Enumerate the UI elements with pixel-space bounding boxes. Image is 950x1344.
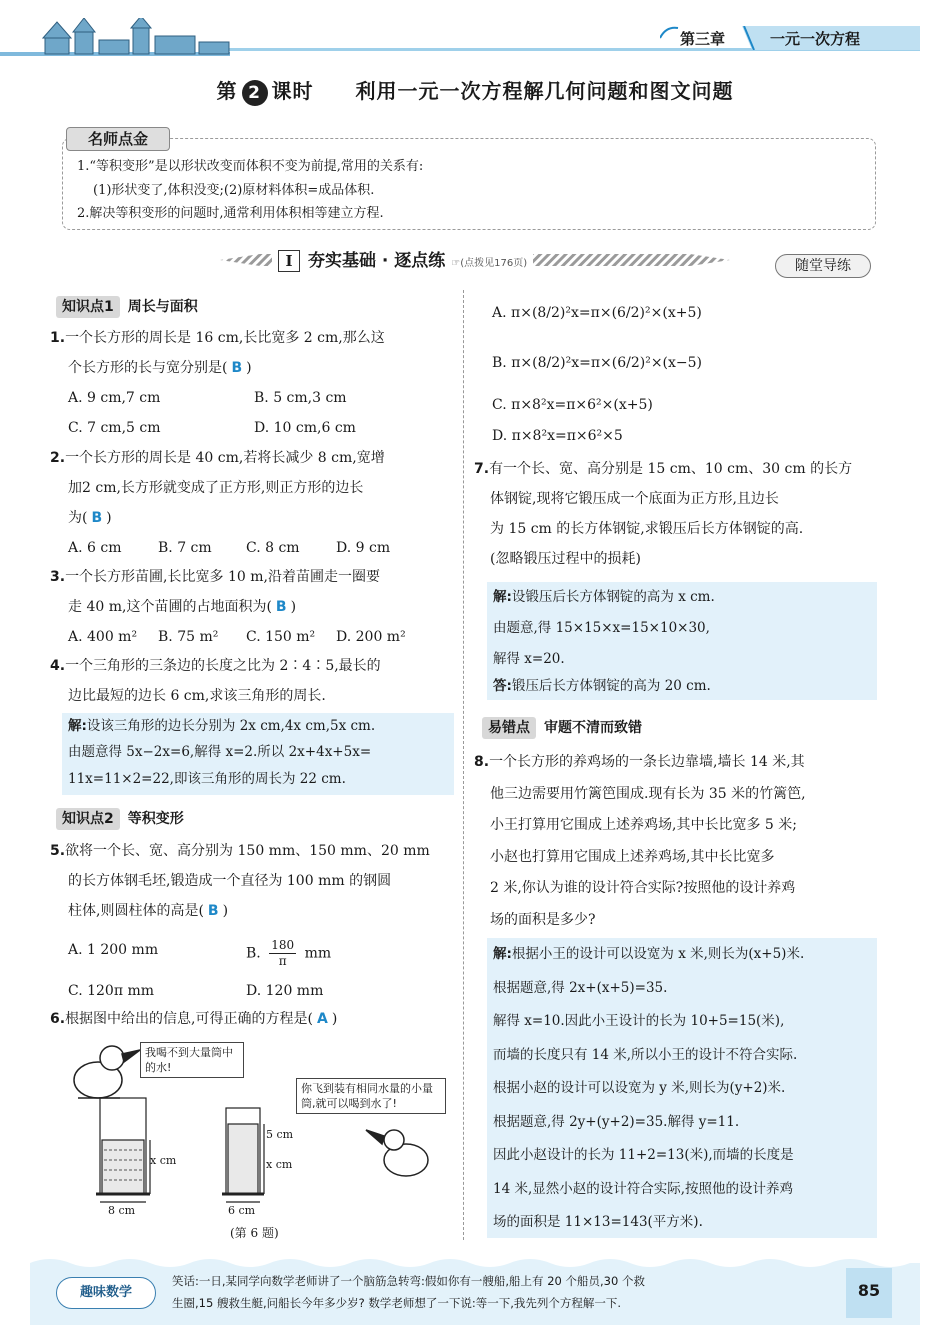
chapter-title: 一元一次方程 bbox=[770, 30, 861, 48]
tips-badge: 名师点金 bbox=[66, 127, 170, 151]
section-roman: I bbox=[278, 250, 300, 272]
kp-tag: 知识点2 bbox=[56, 808, 120, 830]
solution-label: 解: bbox=[68, 718, 87, 734]
joke-text bbox=[172, 1270, 840, 1314]
option: A. 400 m² bbox=[68, 629, 138, 645]
section-title: 夯实基础 · 逐点练 bbox=[308, 251, 446, 271]
solution-line: 因此小赵设计的长为 11+2=13(米),而墙的长度是 bbox=[493, 1147, 794, 1163]
question-1 bbox=[50, 323, 460, 383]
cylinder-drawing bbox=[60, 1040, 460, 1210]
question-text: ) bbox=[222, 903, 229, 919]
knowledge-point-2 bbox=[56, 808, 184, 830]
kp-title: 等积变形 bbox=[127, 811, 184, 827]
solution-line: 根据题意,得 2y+(y+2)=35.解得 y=11. bbox=[493, 1113, 740, 1130]
question-text: 一个长方形的周长是 16 cm,长比宽多 2 cm,那么这 bbox=[65, 330, 385, 346]
lesson-prefix: 第 bbox=[216, 79, 238, 103]
question-text: 个长方形的长与宽分别是( bbox=[68, 360, 228, 376]
option: A. 1 200 mm bbox=[68, 942, 159, 958]
dim-label: 6 cm bbox=[228, 1204, 256, 1217]
question-text: 边比最短的边长 6 cm,求该三角形的周长. bbox=[68, 688, 326, 704]
question-text: 有一个长、宽、高分别是 15 cm、10 cm、30 cm 的长方 bbox=[489, 461, 853, 477]
option: B. 5 cm,3 cm bbox=[254, 390, 347, 406]
figure-caption: (第 6 题) bbox=[230, 1226, 279, 1240]
tips-box bbox=[62, 138, 876, 230]
question-3 bbox=[50, 562, 460, 622]
lesson-number: 2 bbox=[242, 80, 268, 106]
question-text: 为( bbox=[68, 510, 88, 526]
question-text: 一个三角形的三条边的长度之比为 2∶4∶5,最长的 bbox=[65, 658, 381, 674]
option: D. π×8²x=π×6²×5 bbox=[492, 428, 623, 444]
option: D. 9 cm bbox=[336, 540, 391, 556]
question-text: 体钢锭,现将它锻压成一个底面为正方形,且边长 bbox=[490, 491, 779, 507]
answer-choice: B bbox=[91, 510, 103, 526]
speech-bubble: 你飞到装有相同水量的小量筒,就可以喝到水了! bbox=[296, 1078, 446, 1114]
option: B. 75 m² bbox=[158, 629, 219, 645]
tip-line: (1)形状变了,体积没变;(2)原材料体积=成品体积. bbox=[93, 183, 375, 198]
option: C. 7 cm,5 cm bbox=[68, 420, 161, 436]
option-unit: mm bbox=[304, 945, 332, 962]
crow-icon bbox=[366, 1130, 428, 1176]
question-number: 3. bbox=[50, 569, 66, 585]
fun-math-badge: 趣味数学 bbox=[56, 1277, 156, 1309]
lesson-title-text: 利用一元一次方程解几何问题和图文问题 bbox=[355, 79, 734, 103]
option: A. 9 cm,7 cm bbox=[68, 390, 161, 406]
question-number: 1. bbox=[50, 330, 66, 346]
section-ref: ☞(点拨见176页) bbox=[451, 258, 528, 269]
option: C. 150 m² bbox=[246, 629, 316, 645]
question-text: ) bbox=[290, 599, 297, 615]
speech-bubble: 我喝不到大量筒中的水! bbox=[140, 1042, 244, 1078]
solution-line: 而墙的长度只有 14 米,所以小王的设计不符合实际. bbox=[493, 1046, 798, 1063]
kp-title: 周长与面积 bbox=[127, 299, 198, 315]
solution-line: 由题意,得 15×15×x=15×10×30, bbox=[493, 620, 710, 636]
option: A. 6 cm bbox=[68, 540, 122, 556]
solution-4 bbox=[62, 713, 454, 795]
option-b bbox=[246, 938, 331, 969]
answer-choice: A bbox=[316, 1011, 328, 1027]
error-prone-point bbox=[482, 717, 642, 739]
castle-illustration bbox=[35, 18, 235, 56]
question-number: 8. bbox=[474, 754, 490, 770]
page-header bbox=[0, 0, 950, 70]
question-text: ) bbox=[331, 1011, 338, 1027]
dim-label: x cm bbox=[150, 1154, 177, 1167]
question-number: 4. bbox=[50, 658, 66, 674]
question-text: 走 40 m,这个苗圃的占地面积为( bbox=[68, 599, 272, 615]
question-text: 一个长方形的养鸡场的一条长边靠墙,墙长 14 米,其 bbox=[489, 754, 805, 770]
option: C. π×8²x=π×6²×(x+5) bbox=[492, 397, 653, 413]
solution-label: 解: bbox=[493, 946, 512, 962]
question-text: 根据图中给出的信息,可得正确的方程是( bbox=[65, 1011, 313, 1027]
fraction bbox=[269, 938, 296, 969]
solution-line: 场的面积是 11×13=143(平方米). bbox=[493, 1214, 703, 1230]
option: B. π×(8/2)²x=π×(6/2)²×(x−5) bbox=[492, 355, 702, 371]
fraction-den: π bbox=[278, 954, 287, 968]
solution-line: 解得 x=10.因此小王设计的长为 10+5=15(米), bbox=[493, 1013, 785, 1029]
question-text: 欲将一个长、宽、高分别为 150 mm、150 mm、20 mm bbox=[65, 843, 430, 859]
answer-choice: B bbox=[231, 360, 243, 376]
solution-line: 设锻压后长方体钢锭的高为 x cm. bbox=[511, 589, 715, 605]
dim-label: x cm bbox=[266, 1158, 293, 1171]
kp-title: 审题不清而致错 bbox=[544, 720, 642, 736]
lesson-title bbox=[0, 75, 950, 106]
column-divider bbox=[463, 290, 464, 1240]
answer-choice: B bbox=[207, 903, 219, 919]
dim-label: 8 cm bbox=[108, 1204, 136, 1217]
question-text: ) bbox=[106, 510, 112, 526]
question-5 bbox=[50, 836, 460, 926]
option: D. 10 cm,6 cm bbox=[254, 420, 356, 436]
solution-line: 根据小赵的设计可以设宽为 y 米,则长为(y+2)米. bbox=[493, 1080, 786, 1096]
question-text: 的长方体钢毛坯,锻造成一个直径为 100 mm 的钢圆 bbox=[68, 873, 392, 889]
question-number: 7. bbox=[474, 461, 490, 477]
solution-line: 11x=11×2=22,即该三角形的周长为 22 cm. bbox=[68, 771, 346, 787]
solution-line: 由题意得 5x−2x=6,解得 x=2.所以 2x+4x+5x= bbox=[68, 744, 372, 760]
question-text: 一个长方形苗圃,长比宽多 10 m,沿着苗圃走一圈要 bbox=[65, 569, 380, 585]
question-text: 2 米,你认为谁的设计符合实际?按照他的设计养鸡 bbox=[490, 880, 796, 896]
option: A. π×(8/2)²x=π×(6/2)²×(x+5) bbox=[492, 305, 702, 321]
question-text: 他三边需要用竹篱笆围成.现有长为 35 米的竹篱笆, bbox=[490, 785, 806, 802]
question-text: ) bbox=[246, 360, 252, 376]
tip-line: 1.“等积变形”是以形状改变而体积不变为前提,常用的关系有: bbox=[77, 159, 424, 174]
question-number: 6. bbox=[50, 1011, 66, 1027]
section-label bbox=[272, 246, 533, 272]
question-text: (忽略锻压过程中的损耗) bbox=[490, 551, 641, 567]
answer-text: 锻压后长方体钢锭的高为 20 cm. bbox=[511, 678, 711, 694]
question-text: 加2 cm,长方形就变成了正方形,则正方形的边长 bbox=[68, 480, 364, 496]
option-label: B. bbox=[246, 945, 261, 962]
guide-badge: 随堂导练 bbox=[775, 254, 871, 278]
joke-line: 生圈,15 艘救生艇,问船长今年多少岁? 数学老师想了一下说:等一下,我先列个方程解一下. bbox=[172, 1296, 622, 1310]
solution-line: 14 米,显然小赵的设计符合实际,按照他的设计养鸡 bbox=[493, 1180, 794, 1197]
question-text: 为 15 cm 的长方体钢锭,求锻压后长方体钢锭的高. bbox=[490, 521, 804, 537]
page-number: 85 bbox=[846, 1268, 892, 1318]
question-text: 小王打算用它围成上述养鸡场,其中长比宽多 5 米; bbox=[490, 817, 797, 833]
question-7 bbox=[474, 454, 894, 574]
answer-label: 答: bbox=[493, 678, 512, 694]
option: C. 120π mm bbox=[68, 983, 155, 999]
solution-8 bbox=[487, 938, 877, 1238]
solution-label: 解: bbox=[493, 589, 512, 605]
dim-label: 5 cm bbox=[266, 1128, 294, 1141]
solution-line: 设该三角形的边长分别为 2x cm,4x cm,5x cm. bbox=[86, 718, 376, 734]
kp-tag: 知识点1 bbox=[56, 296, 120, 318]
tip-line: 2.解决等积变形的问题时,通常利用体积相等建立方程. bbox=[77, 206, 384, 221]
question-number: 5. bbox=[50, 843, 66, 859]
question-8 bbox=[474, 747, 894, 936]
solution-line: 根据题意,得 2x+(x+5)=35. bbox=[493, 979, 668, 996]
question-text: 场的面积是多少? bbox=[490, 911, 596, 928]
question-4 bbox=[50, 651, 460, 711]
lesson-suffix: 课时 bbox=[271, 79, 314, 103]
solution-line: 解得 x=20. bbox=[493, 651, 565, 667]
question-text: 柱体,则圆柱体的高是( bbox=[68, 903, 204, 919]
question-2 bbox=[50, 443, 460, 533]
solution-line: 根据小王的设计可以设宽为 x 米,则长为(x+5)米. bbox=[511, 946, 805, 962]
option: D. 200 m² bbox=[336, 629, 406, 645]
option: D. 120 mm bbox=[246, 983, 324, 999]
option: B. 7 cm bbox=[158, 540, 212, 556]
question-6 bbox=[50, 1004, 460, 1034]
answer-choice: B bbox=[275, 599, 287, 615]
solution-7 bbox=[487, 582, 877, 700]
question-text: 小赵也打算用它围成上述养鸡场,其中长比宽多 bbox=[490, 848, 775, 865]
crow-icon bbox=[74, 1046, 140, 1098]
option: C. 8 cm bbox=[246, 540, 300, 556]
figure-q6 bbox=[60, 1040, 460, 1240]
joke-line: 笑话:一日,某同学向数学老师讲了一个脑筋急转弯:假如你有一艘船,船上有 20 个船员,30 个救 bbox=[172, 1274, 645, 1288]
chapter-label: 第三章 bbox=[680, 30, 726, 48]
fraction-num: 180 bbox=[271, 938, 295, 952]
kp-tag: 易错点 bbox=[482, 717, 536, 739]
knowledge-point-1 bbox=[56, 296, 198, 318]
question-number: 2. bbox=[50, 450, 66, 466]
question-text: 一个长方形的周长是 40 cm,若将长减少 8 cm,宽增 bbox=[65, 450, 385, 466]
